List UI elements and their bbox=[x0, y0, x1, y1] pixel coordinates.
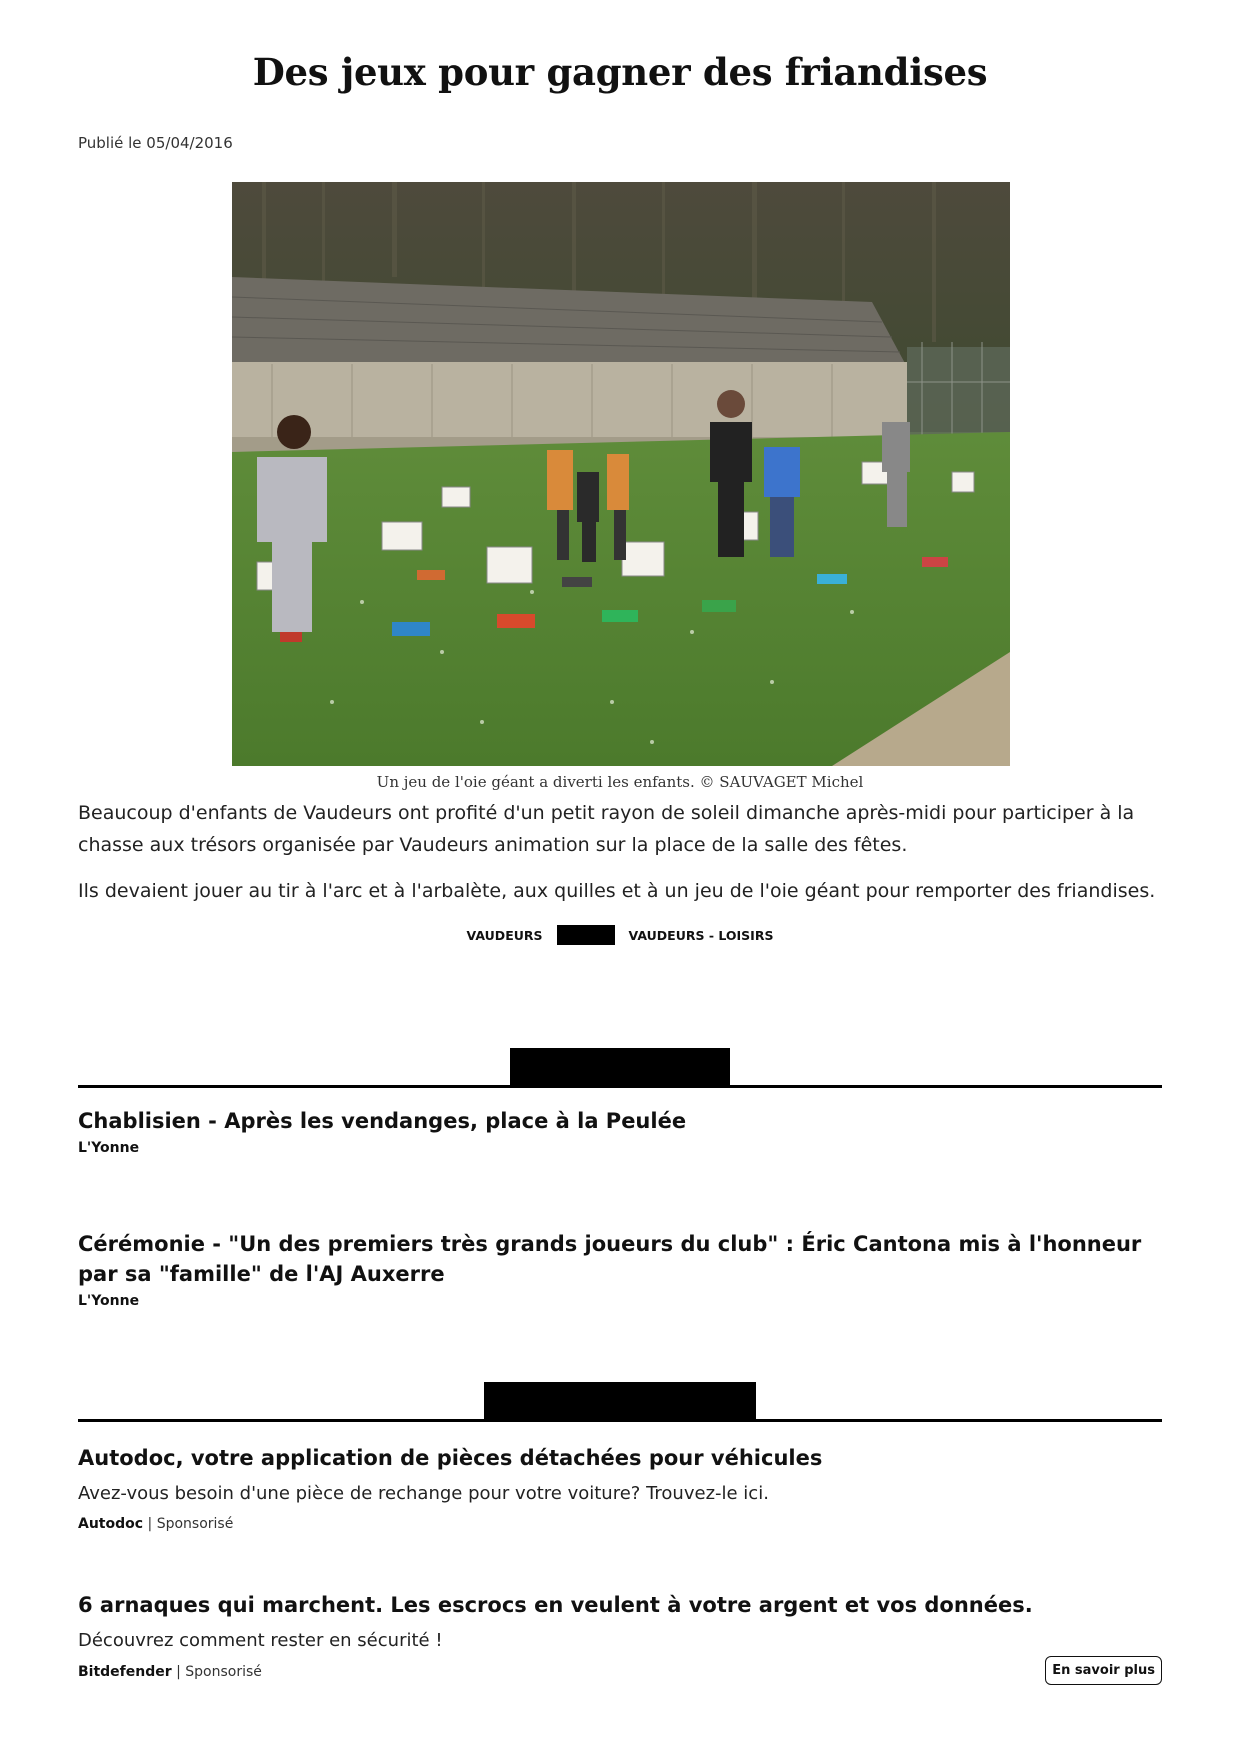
sponsored-description: Découvrez comment rester en sécurité ! bbox=[78, 1630, 443, 1651]
sponsored-title[interactable]: 6 arnaques qui marchent. Les escrocs en veulent à votre argent et vos données. bbox=[78, 1593, 1033, 1617]
tag-list bbox=[78, 925, 1162, 945]
sponsored-byline: Bitdefender | Sponsorisé bbox=[78, 1664, 262, 1680]
related-article-title[interactable]: Chablisien - Après les vendanges, place à la Peulée bbox=[78, 1109, 687, 1133]
article-photo bbox=[232, 182, 1010, 766]
related-article-title[interactable]: Cérémonie - "Un des premiers très grands joueurs du club" : Éric Cantona mis à l'honneur par sa "famille" de l'AJ Auxerre bbox=[78, 1232, 1142, 1286]
related-article-source: L'Yonne bbox=[78, 1293, 140, 1309]
sponsored-title[interactable]: Autodoc, votre application de pièces détachées pour véhicules bbox=[78, 1446, 823, 1470]
sponsored-description: Avez-vous besoin d'une pièce de rechange pour votre voiture? Trouvez-le ici. bbox=[78, 1483, 769, 1504]
sponsor-name: Bitdefender bbox=[78, 1664, 172, 1680]
redacted-block bbox=[557, 925, 615, 945]
sponsored-byline: Autodoc | Sponsorisé bbox=[78, 1516, 234, 1532]
learn-more-button[interactable]: En savoir plus bbox=[1045, 1656, 1162, 1685]
sponsor-name: Autodoc bbox=[78, 1516, 144, 1532]
sponsored-section-header bbox=[78, 1382, 1162, 1422]
sponsored-label: Sponsorisé bbox=[156, 1516, 234, 1532]
photo-caption: Un jeu de l'oie géant a diverti les enfants. © SAUVAGET Michel bbox=[376, 773, 864, 791]
sponsored-label: Sponsorisé bbox=[185, 1664, 262, 1680]
redacted-block bbox=[510, 1048, 730, 1088]
article-paragraph-1: Beaucoup d'enfants de Vaudeurs ont profité d'un petit rayon de soleil dimanche après-midi pour participer à la chasse aux trésors organisée par Vaudeurs animation sur la place de la salle des fêtes. bbox=[78, 802, 1135, 856]
redacted-block bbox=[484, 1382, 756, 1422]
tag-link[interactable]: VAUDEURS - LOISIRS bbox=[628, 927, 774, 943]
article-title: Des jeux pour gagner des friandises bbox=[252, 50, 988, 94]
tag-link[interactable]: VAUDEURS bbox=[466, 927, 543, 943]
related-article-source: L'Yonne bbox=[78, 1140, 140, 1156]
publish-date: Publié le 05/04/2016 bbox=[78, 134, 233, 152]
related-section-header bbox=[78, 1048, 1162, 1088]
article-paragraph-2: Ils devaient jouer au tir à l'arc et à l'arbalète, aux quilles et à un jeu de l'oie géant pour remporter des friandises. bbox=[78, 880, 1156, 902]
